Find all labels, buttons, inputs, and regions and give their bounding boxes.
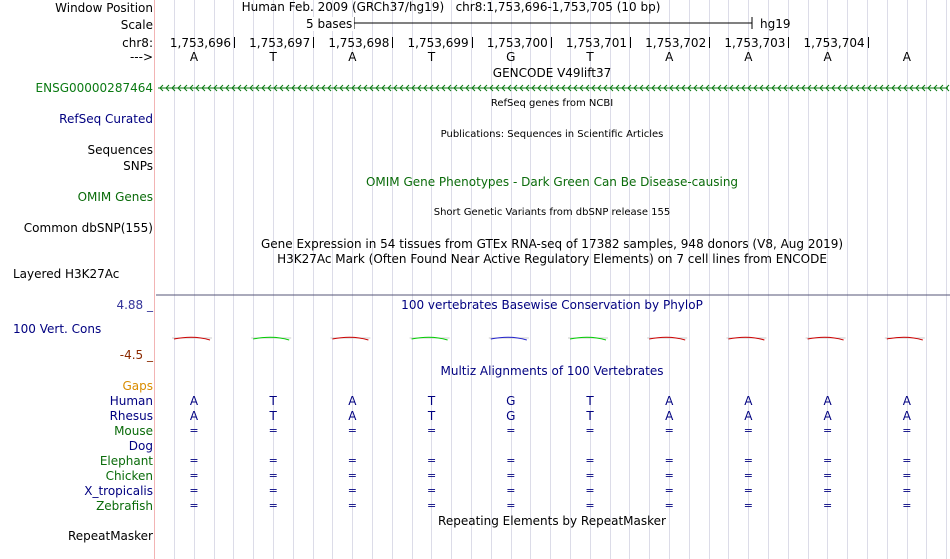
track-title-omim: OMIM Gene Phenotypes - Dark Green Can Be Disease-causing [365, 175, 739, 189]
alignment-cell-rhesus: A [665, 409, 674, 423]
alignment-cell-zebrafish: = [664, 499, 674, 512]
base-letter: A [189, 50, 199, 64]
track-title-multiz: Multiz Alignments of 100 Vertebrates [440, 364, 664, 378]
alignment-cell-zebrafish: = [189, 499, 199, 512]
alignment-cell-mouse: = [189, 424, 199, 437]
alignment-cell-rhesus: A [189, 409, 199, 423]
alignment-cell-elephant: = [902, 454, 912, 467]
label-species-chicken: Chicken [105, 469, 153, 483]
alignment-cell-rhesus: A [823, 409, 832, 423]
alignment-cell-chicken: = [822, 469, 833, 482]
ruler-position-label: 1,753,697 [249, 36, 311, 50]
alignment-cell-zebrafish: = [585, 499, 595, 512]
track-title-publications: Publications: Sequences in Scientific Articles [440, 129, 664, 140]
track-label-column [0, 0, 155, 559]
alignment-cell-mouse: = [822, 424, 833, 437]
alignment-cell-mouse: = [426, 424, 437, 437]
alignment-cell-x_tropicalis: = [506, 484, 516, 497]
alignment-cell-zebrafish: = [743, 499, 753, 512]
base-letter: A [665, 50, 674, 64]
label-chromosome: chr8: [122, 36, 153, 50]
label-species-elephant: Elephant [99, 454, 153, 468]
label-species-mouse: Mouse [114, 424, 153, 438]
alignment-cell-elephant: = [822, 454, 833, 467]
label-refseq-curated[interactable]: RefSeq Curated [59, 112, 153, 126]
track-title-gtex: Gene Expression in 54 tissues from GTEx RNA-seq of 17382 samples, 948 donors (V8, Aug 2019) [260, 237, 844, 251]
track-title-h3k27ac: H3K27Ac Mark (Often Found Near Active Regulatory Elements) on 7 cell lines from ENCODE [277, 252, 827, 266]
alignment-cell-mouse: = [268, 424, 278, 437]
alignment-cell-rhesus: A [902, 409, 911, 423]
base-letter: A [348, 50, 357, 64]
ruler-position-label: 1,753,702 [645, 36, 707, 50]
alignment-cell-elephant: = [426, 454, 437, 467]
ruler-position-label: 1,753,704 [803, 36, 865, 50]
base-letter: G [506, 50, 516, 64]
ruler-position-label: 1,753,700 [486, 36, 548, 50]
alignment-cell-chicken: = [347, 469, 357, 482]
alignment-cell-x_tropicalis: = [585, 484, 595, 497]
alignment-cell-x_tropicalis: = [347, 484, 357, 497]
label-divider [154, 0, 155, 559]
header-position: chr8:1,753,696-1,753,705 (10 bp) [455, 0, 661, 14]
ruler-position-label: 1,753,701 [565, 36, 627, 50]
label-species-human: Human [109, 394, 153, 408]
alignment-cell-chicken: = [506, 469, 516, 482]
alignment-cell-human: A [665, 394, 674, 408]
alignment-cell-chicken: = [664, 469, 674, 482]
alignment-cell-zebrafish: = [822, 499, 833, 512]
alignment-cell-elephant: = [585, 454, 595, 467]
track-title-refseq: RefSeq genes from NCBI [490, 98, 614, 109]
alignment-cell-chicken: = [426, 469, 437, 482]
track-data-area[interactable] [156, 0, 950, 559]
label-scale: Scale [120, 18, 153, 32]
track-title-gencode: GENCODE V49lift37 [492, 66, 612, 80]
label-species-zebrafish: Zebrafish [96, 499, 153, 513]
scale-db-label: hg19 [760, 17, 791, 31]
alignment-cell-chicken: = [268, 469, 278, 482]
label-layered-h3k27ac[interactable]: Layered H3K27Ac [13, 267, 120, 281]
base-letter: A [744, 50, 753, 64]
alignment-cell-mouse: = [664, 424, 674, 437]
alignment-cell-rhesus: T [427, 409, 436, 423]
alignment-cell-human: G [506, 394, 516, 408]
alignment-cell-chicken: = [585, 469, 595, 482]
label-ensg-gene[interactable]: ENSG00000287464 [35, 81, 153, 95]
alignment-cell-mouse: = [585, 424, 595, 437]
alignment-cell-human: A [189, 394, 199, 408]
base-letter: A [823, 50, 832, 64]
alignment-cell-mouse: = [506, 424, 516, 437]
alignment-cell-human: T [586, 394, 594, 408]
track-title-repeatmasker: Repeating Elements by RepeatMasker [438, 514, 666, 528]
alignment-cell-rhesus: A [348, 409, 357, 423]
alignment-cell-chicken: = [902, 469, 912, 482]
alignment-cell-x_tropicalis: = [189, 484, 199, 497]
label-species-rhesus: Rhesus [109, 409, 153, 423]
alignment-cell-human: A [902, 394, 911, 408]
alignment-cell-mouse: = [902, 424, 912, 437]
alignment-cell-elephant: = [189, 454, 199, 467]
ruler-position-label: 1,753,703 [724, 36, 786, 50]
alignment-cell-x_tropicalis: = [743, 484, 753, 497]
alignment-cell-human: A [744, 394, 753, 408]
alignment-cell-elephant: = [268, 454, 278, 467]
alignment-cell-human: A [823, 394, 832, 408]
alignment-cell-x_tropicalis: = [902, 484, 912, 497]
label-sequences[interactable]: Sequences [87, 143, 153, 157]
label-common-dbsnp[interactable]: Common dbSNP(155) [23, 221, 153, 235]
alignment-cell-x_tropicalis: = [664, 484, 674, 497]
alignment-cell-human: T [427, 394, 436, 408]
label-window-position: Window Position [55, 1, 153, 15]
ruler-position-label: 1,753,698 [328, 36, 390, 50]
track-title-phylop: 100 vertebrates Basewise Conservation by PhyloP [401, 298, 703, 312]
alignment-cell-chicken: = [743, 469, 753, 482]
header-assembly: Human Feb. 2009 (GRCh37/hg19) [241, 0, 445, 14]
base-letter: A [902, 50, 911, 64]
ruler-position-label: 1,753,696 [169, 36, 231, 50]
base-letter: T [269, 50, 277, 64]
alignment-cell-mouse: = [347, 424, 357, 437]
ruler-position-label: 1,753,699 [407, 36, 469, 50]
alignment-cell-elephant: = [347, 454, 357, 467]
alignment-cell-rhesus: G [506, 409, 516, 423]
alignment-cell-mouse: = [743, 424, 753, 437]
alignment-cell-chicken: = [189, 469, 199, 482]
alignment-cell-zebrafish: = [902, 499, 912, 512]
label-gaps: Gaps [122, 379, 153, 393]
track-title-dbsnp: Short Genetic Variants from dbSNP release 155 [433, 207, 671, 218]
alignment-cell-rhesus: T [269, 409, 277, 423]
scale-bar-label: 5 bases [306, 17, 353, 31]
label-species-x-tropicalis: X_tropicalis [84, 484, 153, 498]
label-cons-min: -4.5 _ [119, 348, 153, 362]
alignment-cell-zebrafish: = [506, 499, 516, 512]
label-100-vert-cons[interactable]: 100 Vert. Cons [13, 322, 102, 336]
alignment-cell-x_tropicalis: = [822, 484, 833, 497]
alignment-cell-zebrafish: = [347, 499, 357, 512]
base-letter: T [586, 50, 594, 64]
label-cons-max: 4.88 _ [116, 298, 153, 312]
alignment-cell-elephant: = [743, 454, 753, 467]
alignment-cell-x_tropicalis: = [268, 484, 278, 497]
alignment-cell-human: T [269, 394, 277, 408]
alignment-cell-human: A [348, 394, 357, 408]
alignment-cell-elephant: = [506, 454, 516, 467]
label-repeatmasker[interactable]: RepeatMasker [67, 529, 153, 543]
alignment-cell-elephant: = [664, 454, 674, 467]
label-omim-genes[interactable]: OMIM Genes [77, 190, 153, 204]
alignment-cell-zebrafish: = [268, 499, 278, 512]
label-strand-arrow: ---> [129, 50, 153, 64]
label-species-dog: Dog [128, 439, 153, 453]
base-letter: T [427, 50, 436, 64]
alignment-cell-rhesus: T [586, 409, 594, 423]
label-snps[interactable]: SNPs [123, 159, 153, 173]
alignment-cell-x_tropicalis: = [426, 484, 437, 497]
alignment-cell-rhesus: A [744, 409, 753, 423]
alignment-cell-zebrafish: = [426, 499, 437, 512]
